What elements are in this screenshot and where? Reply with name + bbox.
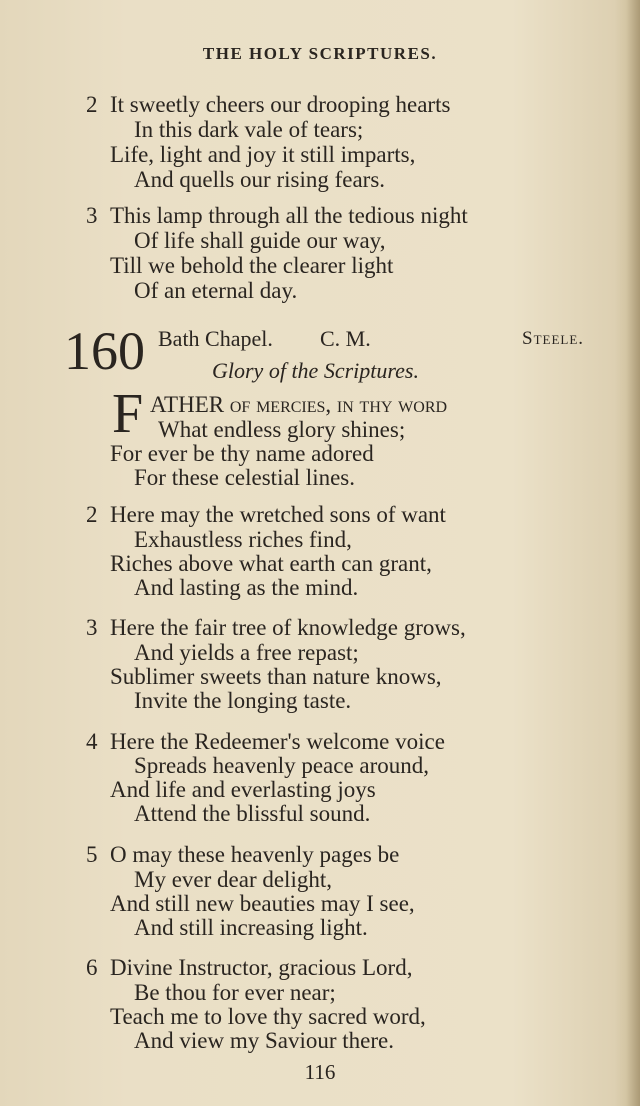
- verse-line: And still increasing light.: [134, 915, 368, 940]
- verse-number: 4: [86, 729, 98, 754]
- verse-line: Life, light and joy it still imparts,: [110, 142, 416, 167]
- verse-number: 3: [86, 203, 98, 228]
- verse-number: 3: [86, 615, 98, 640]
- verse-line: For these celestial lines.: [134, 465, 355, 490]
- verse-line: Here may the wretched sons of want: [110, 502, 446, 527]
- verse-line: O may these heavenly pages be: [110, 842, 400, 867]
- verse-line: In this dark vale of tears;: [134, 117, 364, 142]
- verse-line: Sublimer sweets than nature knows,: [110, 664, 442, 689]
- verse-number: 5: [86, 842, 98, 867]
- verse-line: And still new beauties may I see,: [110, 891, 415, 916]
- verse-line: Be thou for ever near;: [134, 980, 336, 1005]
- verse-line: It sweetly cheers our drooping hearts: [110, 92, 451, 117]
- author: Steele.: [522, 328, 585, 349]
- verse-line: For ever be thy name adored: [110, 441, 374, 466]
- verse-line: And lasting as the mind.: [134, 575, 359, 600]
- verse-line: This lamp through all the tedious night: [110, 203, 468, 228]
- verse-line: And quells our rising fears.: [134, 167, 386, 192]
- verse-number: 2: [86, 92, 98, 117]
- meter: C. M.: [320, 326, 371, 351]
- page-edge-shadow: [626, 0, 640, 1106]
- hymn-subtitle: Glory of the Scriptures.: [212, 358, 419, 383]
- verse-line: Divine Instructor, gracious Lord,: [110, 955, 413, 980]
- verse-line: Spreads heavenly peace around,: [134, 753, 430, 778]
- drop-cap: F: [112, 383, 144, 445]
- verse-line: And view my Saviour there.: [134, 1028, 394, 1053]
- verse-number: 2: [86, 502, 98, 527]
- verse-line: Exhaustless riches find,: [134, 527, 352, 552]
- verse-line: Of an eternal day.: [134, 278, 298, 303]
- verse-line: What endless glory shines;: [158, 417, 406, 442]
- verse-line: Attend the blissful sound.: [134, 801, 371, 826]
- verse-line: And yields a free repast;: [134, 640, 359, 665]
- verse-number: 6: [86, 955, 98, 980]
- verse-line: Here the Redeemer's welcome voice: [110, 729, 445, 754]
- verse-line: My ever dear delight,: [134, 867, 332, 892]
- verse-line: Teach me to love thy sacred word,: [110, 1004, 426, 1029]
- page-number: 116: [304, 1060, 336, 1084]
- verse-line: Here the fair tree of knowledge grows,: [110, 615, 466, 640]
- verse-line: Of life shall guide our way,: [134, 228, 386, 253]
- verse-line: Till we behold the clearer light: [110, 253, 394, 278]
- running-head: THE HOLY SCRIPTURES.: [202, 44, 438, 63]
- verse-line: And life and everlasting joys: [110, 777, 376, 802]
- tune-name: Bath Chapel.: [158, 326, 273, 351]
- hymn-number: 160: [64, 321, 145, 381]
- verse-line: ATHER of mercies, in thy word: [150, 392, 448, 417]
- verse-line: Invite the longing taste.: [134, 688, 352, 713]
- verse-line: Riches above what earth can grant,: [110, 551, 432, 576]
